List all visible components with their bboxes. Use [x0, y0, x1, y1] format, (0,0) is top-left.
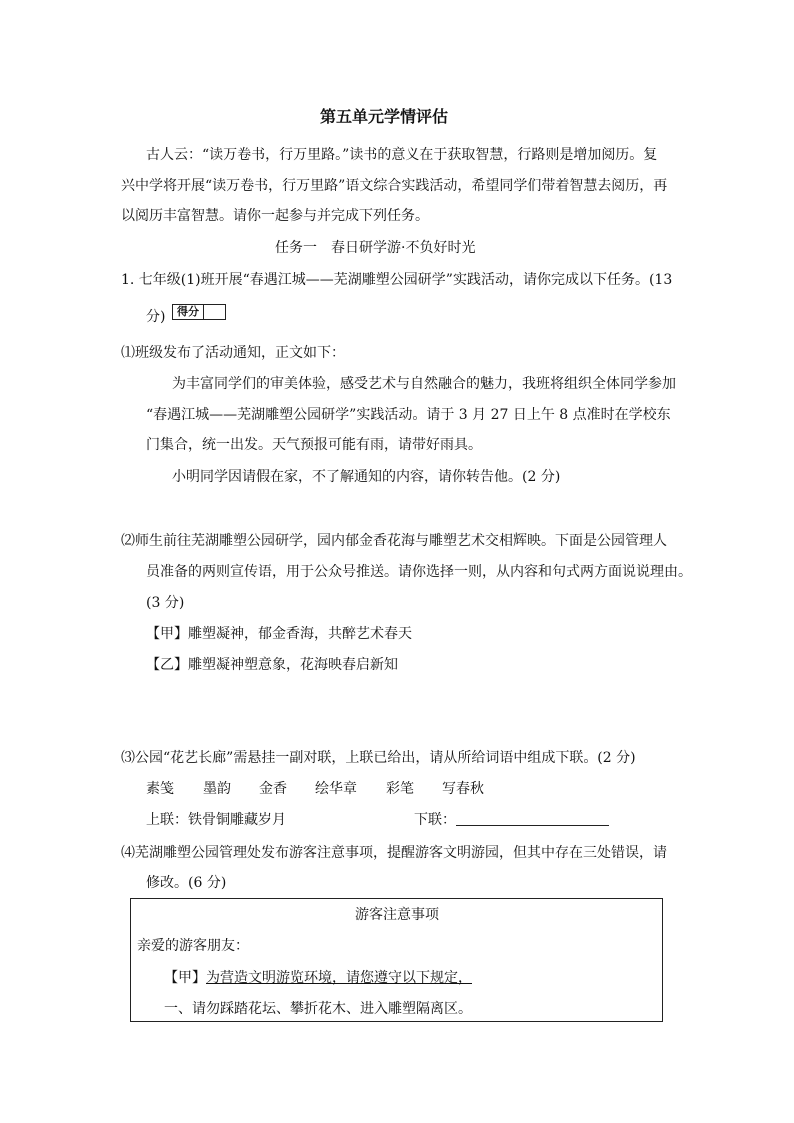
score-box[interactable]: [172, 304, 226, 320]
notice-sentence-a: [164, 968, 472, 988]
notice-greeting: 亲爱的游客朋友：: [137, 938, 249, 954]
word-option: 墨韵: [203, 781, 231, 797]
intro-line-1: 古人云：“读万卷书，行万里路。”读书的意义在于获取智慧，行路则是增加阅历。复: [146, 147, 658, 163]
word-option: 素笺: [146, 781, 174, 797]
sub2-line-2: 员准备的两则宣传语，用于公众号推送。请你选择一则，从内容和句式两方面说说理由。: [146, 564, 692, 580]
question-1-line-2: 分): [146, 309, 166, 325]
sub2-line-1: ⑵师生前往芜湖雕塑公园研学，园内郁金香花海与雕塑艺术交相辉映。下面是公园管理人: [121, 533, 667, 549]
sub1-notice-line-2: “春遇江城——芜湖雕塑公园研学”实践活动。请于 3 月 27 日上午 8 点准时在学校东: [146, 407, 671, 423]
question-1-line-1: 1. 七年级(1)班开展“春遇江城——芜湖雕塑公园研学”实践活动，请你完成以下任务。(13: [121, 272, 673, 288]
slogan-option-b: 【乙】雕塑凝神塑意象，花海映春启新知: [146, 657, 398, 673]
sub4-line-2: 修改。(6 分): [146, 875, 227, 891]
notice-tag: 【甲】: [164, 970, 206, 986]
lower-couplet-label: 下联：: [414, 812, 456, 828]
word-option: 写春秋: [442, 781, 484, 797]
sub1-notice-line-1: 为丰富同学们的审美体验，感受艺术与自然融合的魅力，我班将组织全体同学参加: [172, 376, 676, 392]
notice-rule-1: 一、请勿踩踏花坛、攀折花木、进入雕塑隔离区。: [164, 1001, 472, 1017]
sub2-line-3: (3 分): [146, 595, 185, 611]
word-option: 彩笔: [386, 781, 414, 797]
task-heading: 任务一 春日研学游·不负好时光: [275, 240, 476, 256]
sub1-task: 小明同学因请假在家，不了解通知的内容，请你转告他。(2 分): [172, 469, 561, 485]
intro-line-2: 兴中学将开展“读万卷书，行万里路”语文综合实践活动，希望同学们带着智慧去阅历，再: [121, 178, 668, 194]
score-label: 得分: [173, 305, 204, 319]
visitor-notice-box: [130, 898, 663, 1022]
word-option: 金香: [259, 781, 287, 797]
page-title: 第五单元学情评估: [320, 107, 449, 126]
upper-couplet: 上联：铁骨铜雕藏岁月: [146, 812, 286, 828]
intro-line-3: 以阅历丰富智慧。请你一起参与并完成下列任务。: [121, 208, 429, 224]
notice-title: 游客注意事项: [355, 907, 439, 923]
sub1-notice-line-3: 门集合，统一出发。天气预报可能有雨，请带好雨具。: [146, 437, 482, 453]
lower-couplet-answer-line[interactable]: [456, 825, 609, 826]
sub3-header: ⑶公园“花艺长廊”需悬挂一副对联，上联已给出，请从所给词语中组成下联。(2 分): [121, 750, 636, 766]
sub4-line-1: ⑷芜湖雕塑公园管理处发布游客注意事项，提醒游客文明游园，但其中存在三处错误，请: [121, 845, 667, 861]
notice-underlined-text: 为营造文明游览环境，请您遵守以下规定，: [206, 970, 472, 986]
slogan-option-a: 【甲】雕塑凝神，郁金香海，共醉艺术春天: [146, 626, 412, 642]
sub1-header: ⑴班级发布了活动通知，正文如下：: [121, 345, 345, 361]
word-option: 绘华章: [315, 781, 357, 797]
